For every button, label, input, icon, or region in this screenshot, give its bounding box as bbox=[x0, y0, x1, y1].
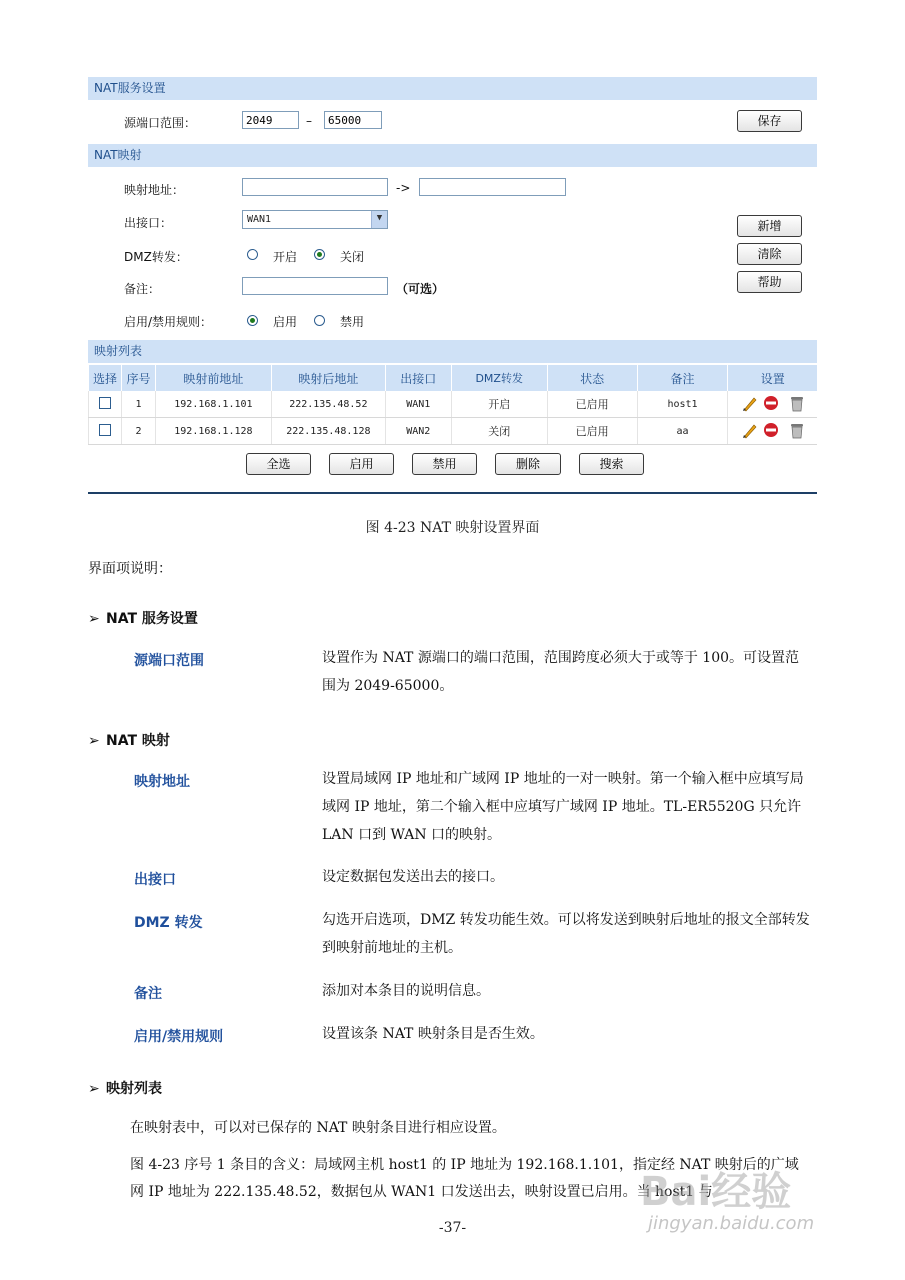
desc-port-range: 设置作为 NAT 源端口的端口范围，范围跨度必须大于或等于 100。可设置范围为 2049-65000。 bbox=[322, 650, 800, 694]
term-rule: 启用/禁用规则 bbox=[134, 1029, 224, 1045]
row-pre-address: 192.168.1.128 bbox=[155, 418, 271, 445]
edit-icon[interactable] bbox=[743, 425, 756, 438]
desc-rule: 设置该条 NAT 映射条目是否生效。 bbox=[322, 1026, 544, 1042]
row-action-icons bbox=[740, 394, 806, 412]
rule-disable-radio[interactable] bbox=[314, 315, 325, 326]
row-index: 2 bbox=[121, 418, 155, 445]
row-note: aa bbox=[637, 418, 728, 445]
table-row bbox=[89, 391, 818, 418]
dmz-on-label: 开启 bbox=[273, 250, 298, 264]
term-interface: 出接口 bbox=[134, 872, 176, 888]
rule-enable-radio[interactable] bbox=[247, 315, 258, 326]
dmz-on-radio[interactable] bbox=[247, 249, 258, 260]
triangle-bullet-icon: ➢ bbox=[88, 1081, 100, 1097]
disable-icon[interactable] bbox=[764, 396, 778, 410]
pre-address-input[interactable] bbox=[242, 178, 388, 196]
port-range-label: 源端口范围： bbox=[124, 116, 197, 130]
interface-select[interactable] bbox=[242, 210, 388, 229]
term-port-range: 源端口范围 bbox=[134, 653, 204, 669]
disable-icon[interactable] bbox=[764, 423, 778, 437]
row-status: 已启用 bbox=[547, 418, 637, 445]
note-optional-hint: （可选） bbox=[396, 282, 445, 296]
interface-label: 出接口： bbox=[124, 216, 173, 230]
desc-mapping-address: 设置局域网 IP 地址和广域网 IP 地址的一对一映射。第一个输入框中应填写局域网 IP 地址，第二个输入框中应填写广域网 IP 地址。TL-ER5520G 只允许 LAN 口到 WAN 口的映射。 bbox=[322, 771, 804, 843]
triangle-bullet-icon: ➢ bbox=[88, 611, 100, 627]
post-address-input[interactable] bbox=[419, 178, 566, 196]
rule-enable-label: 启用 bbox=[273, 315, 298, 329]
delete-button[interactable]: 删除 bbox=[495, 453, 561, 475]
row-post-address: 222.135.48.52 bbox=[271, 391, 385, 418]
help-button[interactable]: 帮助 bbox=[737, 271, 802, 293]
intro-text: 界面项说明： bbox=[88, 561, 172, 577]
edit-icon[interactable] bbox=[743, 398, 756, 411]
dmz-off-label: 关闭 bbox=[340, 250, 365, 264]
interface-select-value: WAN1 bbox=[247, 214, 272, 225]
row-interface: WAN1 bbox=[385, 391, 451, 418]
section-title: NAT 映射 bbox=[106, 733, 170, 749]
watermark-url: jingyan.baidu.com bbox=[648, 1213, 815, 1234]
section-nat-service bbox=[88, 608, 198, 628]
delete-icon[interactable] bbox=[791, 397, 803, 411]
col-header: 选择 bbox=[89, 365, 122, 391]
port-end-input[interactable]: 65000 bbox=[324, 111, 382, 129]
row-index: 1 bbox=[121, 391, 155, 418]
nat-service-header: NAT服务设置 bbox=[88, 77, 817, 100]
mapping-address-label: 映射地址： bbox=[124, 183, 185, 197]
rule-label: 启用/禁用规则： bbox=[124, 315, 213, 329]
disable-button[interactable]: 禁用 bbox=[412, 453, 477, 475]
row-select-cell bbox=[89, 418, 122, 445]
row-note: host1 bbox=[637, 391, 728, 418]
note-label: 备注： bbox=[124, 282, 161, 296]
col-header: 映射后地址 bbox=[271, 365, 385, 391]
table-row bbox=[89, 418, 818, 445]
col-header: 映射前地址 bbox=[155, 365, 271, 391]
row-actions bbox=[728, 391, 817, 418]
note-input[interactable] bbox=[242, 277, 388, 295]
mapping-list-header: 映射列表 bbox=[88, 340, 817, 363]
col-header: 备注 bbox=[637, 365, 728, 391]
dmz-off-radio[interactable] bbox=[314, 249, 325, 260]
address-arrow: -> bbox=[396, 181, 411, 195]
page-number: -37- bbox=[438, 1220, 467, 1236]
add-button[interactable]: 新增 bbox=[737, 215, 802, 237]
table-header-row bbox=[89, 365, 818, 391]
col-header: 设置 bbox=[728, 365, 817, 391]
row-action-icons bbox=[740, 421, 806, 439]
nat-mapping-header: NAT映射 bbox=[88, 144, 817, 167]
row-dmz: 关闭 bbox=[451, 418, 547, 445]
figure-caption: 图 4-23 NAT 映射设置界面 bbox=[365, 520, 540, 536]
row-checkbox[interactable] bbox=[99, 424, 111, 436]
row-select-cell bbox=[89, 391, 122, 418]
clear-button[interactable]: 清除 bbox=[737, 243, 802, 265]
desc-interface: 设定数据包发送出去的接口。 bbox=[322, 869, 504, 885]
section-mapping-list bbox=[88, 1078, 162, 1098]
row-actions bbox=[728, 418, 817, 445]
row-interface: WAN2 bbox=[385, 418, 451, 445]
section-title: NAT 服务设置 bbox=[106, 611, 198, 627]
term-dmz: DMZ 转发 bbox=[134, 915, 203, 931]
mapping-list-intro: 在映射表中，可以对已保存的 NAT 映射条目进行相应设置。 bbox=[130, 1120, 506, 1136]
col-header: 出接口 bbox=[385, 365, 451, 391]
port-range-separator: – bbox=[306, 114, 312, 128]
row-post-address: 222.135.48.128 bbox=[271, 418, 385, 445]
col-header: 序号 bbox=[121, 365, 155, 391]
enable-button[interactable]: 启用 bbox=[329, 453, 394, 475]
term-mapping-address: 映射地址 bbox=[134, 774, 190, 790]
col-header: 状态 bbox=[547, 365, 637, 391]
save-button[interactable]: 保存 bbox=[737, 110, 802, 132]
dmz-label: DMZ转发： bbox=[124, 250, 188, 264]
delete-icon[interactable] bbox=[791, 424, 803, 438]
term-note: 备注 bbox=[134, 986, 162, 1002]
desc-dmz: 勾选开启选项，DMZ 转发功能生效。可以将发送到映射后地址的报文全部转发到映射前地址的主机。 bbox=[322, 912, 810, 956]
row-pre-address: 192.168.1.101 bbox=[155, 391, 271, 418]
triangle-bullet-icon: ➢ bbox=[88, 733, 100, 749]
watermark-logo: Bai经验 bbox=[640, 1169, 792, 1215]
col-header: DMZ转发 bbox=[451, 365, 547, 391]
section-title: 映射列表 bbox=[106, 1081, 162, 1097]
search-button[interactable]: 搜索 bbox=[579, 453, 644, 475]
mapping-list-example: 图 4-23 序号 1 条目的含义：局域网主机 host1 的 IP 地址为 192.168.1.101，指定经 NAT 映射后的广域网 IP 地址为 222.135.48.52，数据包从 WAN1 口发送出去，映射设置已启用。当 host1 与 bbox=[130, 1157, 799, 1200]
figure-bottom-rule bbox=[88, 492, 817, 494]
section-nat-mapping bbox=[88, 730, 170, 750]
port-start-input[interactable]: 2049 bbox=[242, 111, 299, 129]
desc-note: 添加对本条目的说明信息。 bbox=[322, 983, 490, 999]
row-dmz: 开启 bbox=[451, 391, 547, 418]
rule-disable-label: 禁用 bbox=[340, 315, 365, 329]
select-all-button[interactable]: 全选 bbox=[246, 453, 311, 475]
chevron-down-icon[interactable]: ▼ bbox=[371, 211, 387, 228]
mapping-table bbox=[88, 365, 817, 445]
row-status: 已启用 bbox=[547, 391, 637, 418]
row-checkbox[interactable] bbox=[99, 397, 111, 409]
